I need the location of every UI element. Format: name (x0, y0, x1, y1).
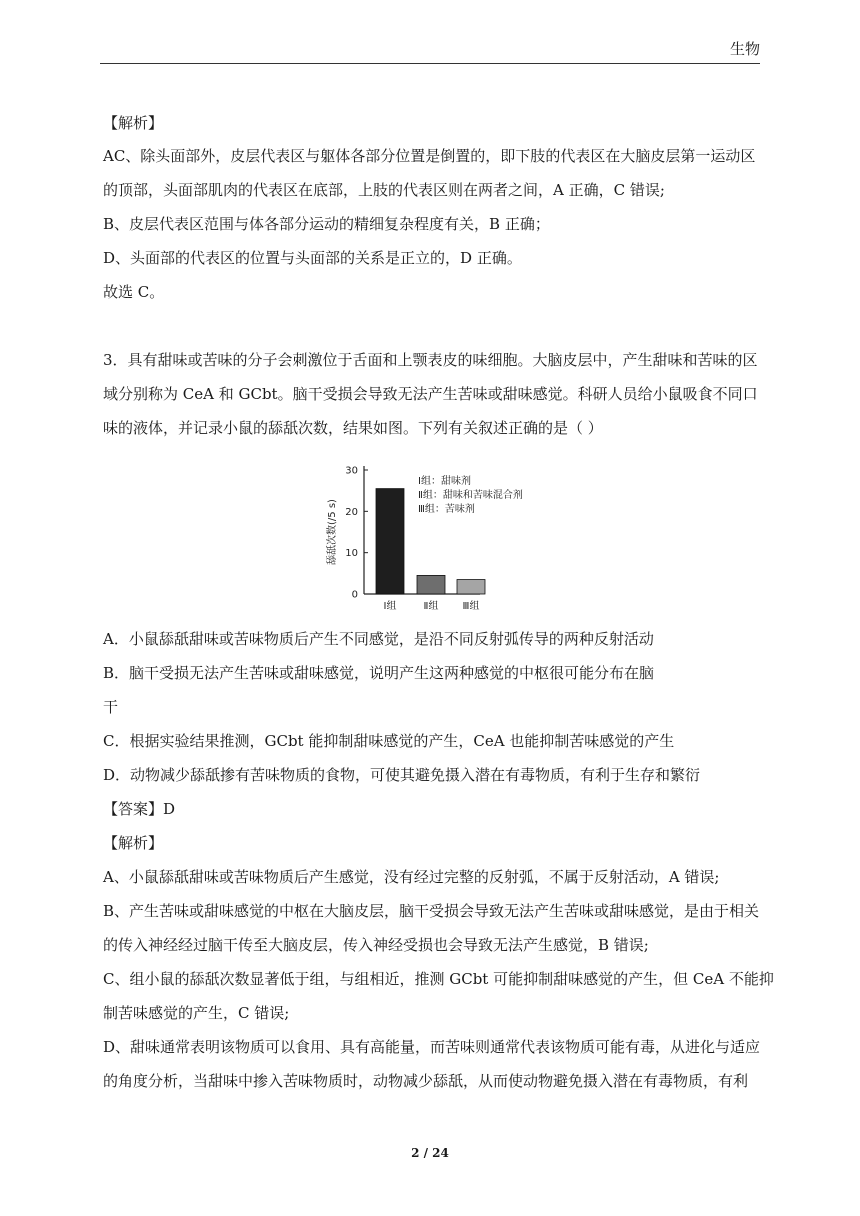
legend-entry: Ⅰ组：甜味剂 (418, 476, 471, 487)
lick-count-bar-chart (322, 456, 552, 622)
y-tick-label: 30 (345, 465, 358, 477)
question3-stem-line: 味的液体，并记录小鼠的舔舐次数，结果如图。下列有关叙述正确的是（ ） (103, 419, 603, 437)
option-a: A．小鼠舔舐甜味或苦味物质后产生不同感觉，是沿不同反射弧传导的两种反射活动 (103, 630, 654, 648)
x-tick-label: Ⅰ组 (383, 601, 397, 612)
option-d: D．动物减少舔舐掺有苦味物质的食物，可使其避免摄入潜在有毒物质，有利于生存和繁衍 (103, 766, 701, 784)
bar-1 (376, 489, 404, 594)
question3-stem-line: 域分别称为 CeA 和 GCbt。脑干受损会导致无法产生苦味或甜味感觉。科研人员给小鼠吸食不同口 (103, 385, 758, 403)
analysis-heading: 【解析】 (103, 834, 164, 852)
analysis-line: D、甜味通常表明该物质可以食用、具有高能量，而苦味则通常代表该物质可能有毒，从进化与适应 (103, 1038, 761, 1056)
analysis1-heading: 【解析】 (103, 114, 164, 132)
legend-entry: Ⅱ组：甜味和苦味混合剂 (418, 490, 523, 501)
analysis-line: B、产生苦味或甜味感觉的中枢在大脑皮层，脑干受损会导致无法产生苦味或甜味感觉，是由于相关 (103, 902, 760, 920)
header-subject: 生物 (729, 40, 760, 58)
analysis-line: 制苦味感觉的产生，C 错误; (103, 1004, 290, 1022)
option-c: C．根据实验结果推测，GCbt 能抑制甜味感觉的产生，CeA 也能抑制苦味感觉的产生 (103, 732, 675, 750)
analysis-line: C、组小鼠的舔舐次数显著低于组，与组相近，推测 GCbt 可能抑制甜味感觉的产生，但 CeA 不能抑 (103, 970, 774, 988)
y-tick-label: 20 (345, 506, 358, 518)
page-number: 2 / 24 (411, 1146, 449, 1160)
analysis1-conclusion: 故选 C。 (103, 283, 165, 301)
x-tick-label: Ⅲ组 (462, 601, 480, 612)
x-tick-label: Ⅱ组 (423, 601, 439, 612)
analysis1-line: D、头面部的代表区的位置与头面部的关系是正立的，D 正确。 (103, 249, 522, 267)
analysis-line: 的传入神经经过脑干传至大脑皮层，传入神经受损也会导致无法产生感觉，B 错误; (103, 936, 649, 954)
analysis1-line: B、皮层代表区范围与体各部分运动的精细复杂程度有关，B 正确； (103, 215, 550, 233)
analysis-line: 的角度分析，当甜味中掺入苦味物质时，动物减少舔舐，从而使动物避免摄入潜在有毒物质，有利 (103, 1072, 749, 1090)
option-b-continued: 干 (103, 698, 119, 716)
bar-3 (457, 580, 485, 594)
answer: 【答案】D (103, 800, 176, 818)
question3-stem-line: 3．具有甜味或苦味的分子会刺激位于舌面和上颚表皮的味细胞。大脑皮层中，产生甜味和苦味的区 (103, 351, 758, 369)
option-b: B．脑干受损无法产生苦味或甜味感觉，说明产生这两种感觉的中枢很可能分布在脑 (103, 664, 655, 682)
analysis1-line: AC、除头面部外，皮层代表区与躯体各部分位置是倒置的，即下肢的代表区在大脑皮层第一运动区 (103, 147, 756, 165)
bar-2 (417, 575, 445, 594)
legend-entry: Ⅲ组：苦味剂 (418, 504, 475, 515)
y-axis-label: 舔舐次数(/5 s) (327, 499, 338, 565)
header-rule (100, 63, 760, 64)
y-tick-label: 10 (345, 548, 358, 560)
analysis1-line: 的顶部，头面部肌肉的代表区在底部，上肢的代表区则在两者之间，A 正确，C 错误; (103, 181, 665, 199)
analysis-line: A、小鼠舔舐甜味或苦味物质后产生感觉，没有经过完整的反射弧，不属于反射活动，A 错误; (103, 868, 720, 886)
y-tick-label: 0 (351, 589, 358, 601)
